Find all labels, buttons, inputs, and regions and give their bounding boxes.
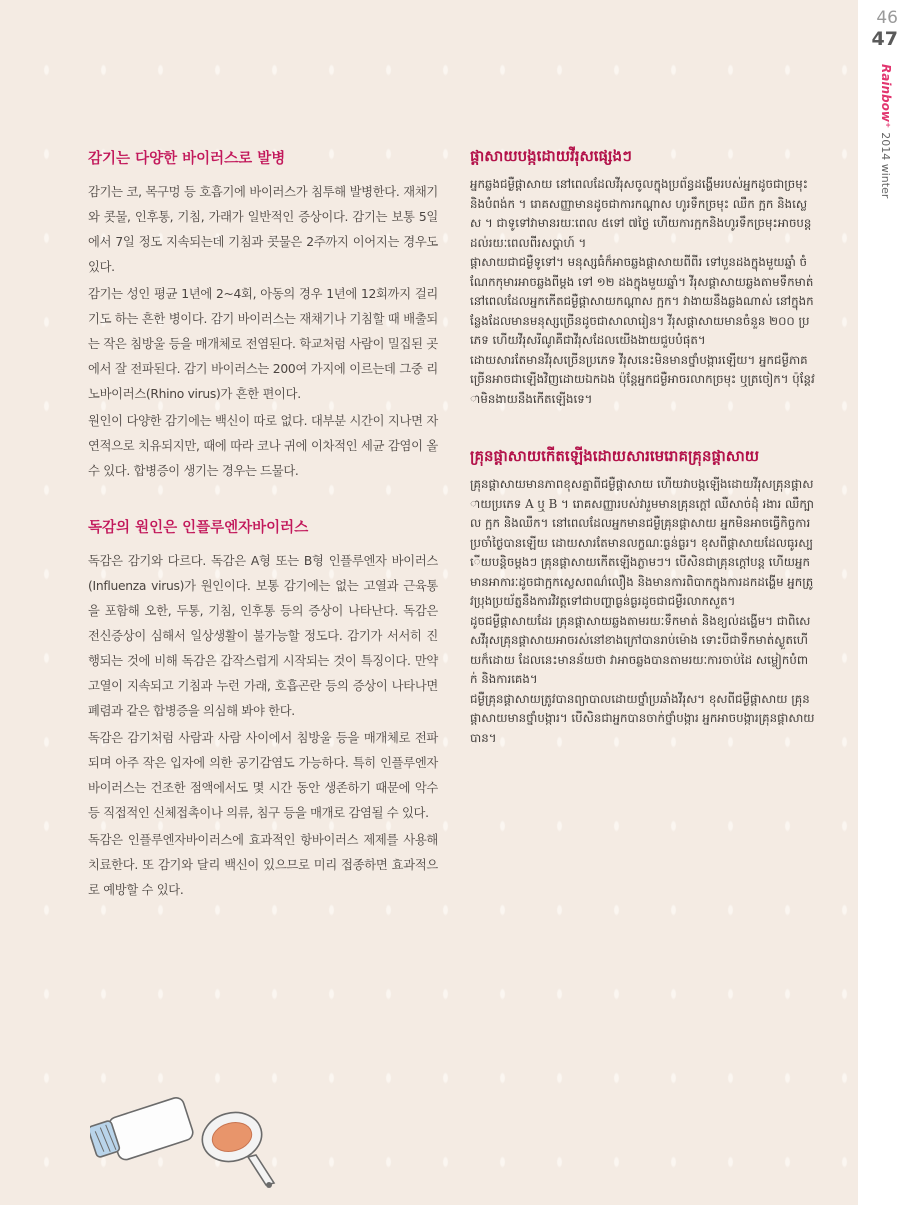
paragraph: ផ្តាសាយជាជម្ងឺទូទៅ។ មនុស្សធំក៏អាចឆ្លងផ្តាសាយពីពីរ ទៅបួនដងក្នុងមួយឆ្នាំ ចំណែកកុមារអាចឆ្លងពីម្តង ទៅ ១២ ដងក្នុងមួយឆ្នាំ។ វីរុសផ្តាសាយឆ្លងតាមទឹកមាត់ នៅពេលដែលអ្នកកើតជម្ងឺផ្តាសាយកណ្តាស ក្អក។ វាងាយនឹងឆ្លងណាស់ នៅក្នុងកន្លែងដែលមានមនុស្សច្រើនដូចជាសាលារៀន។ វីរុសផ្តាសាយមានចំនួន ២០០ ប្រភេទ ហើយវីរុសរីណូគឺជាវីរុសដែលយើងងាយជួបបំផុត។: [470, 255, 814, 347]
paragraph: គ្រុនផ្តាសាយមានភាពខុសគ្នាពីជម្ងឺផ្តាសាយ ហើយវាបង្កឡើងដោយវីរុសគ្រុនផ្តាសាយប្រភេទ A ឬ B ។ រោគសញ្ញារបស់វារួមមានគ្រុនក្តៅ ឈឺសាច់ដុំ រងារ ឈឺក្បាល ក្អក និងឈឺក។ នៅពេលដែលអ្នកមានជម្ងឺគ្រុនផ្តាសាយ អ្នកមិនអាចធ្វើកិច្ចការប្រចាំថ្ងៃបានឡើយ ដោយសារតែមានលក្ខណៈធ្ងន់ធ្ងរ។ ខុសពីផ្តាសាយដែលធូរស្បើយបន្តិចម្តងៗ គ្រុនផ្តាសាយកើតឡើងភ្លាមៗ។ បើសិនជាគ្រុនក្តៅបន្ត ហើយអ្នកមានអាការៈដូចជាក្អកស្លេសពណ៌លឿង និងមានការពិបាកក្នុងការដកដង្ហើម អ្នកត្រូវប្រុងប្រយ័ត្ននឹងការវិវត្តទៅជាបញ្ហាធ្ងន់ធ្ងរដូចជាជម្ងឺរលាកសួត។: [470, 477, 814, 608]
paragraph: ដោយសារតែមានវីរុសច្រើនប្រភេទ វីរុសនេះមិនមានថ្នាំបង្ការឡើយ។ អ្នកជម្ងឺភាគច្រើនអាចជាឡើងវិញដោយឯកឯង ប៉ុន្តែអ្នកជម្ងឺអាចរលាកច្រមុះ ឬត្រចៀក។ ប៉ុន្តែវាមិនងាយនឹងកើតឡើងទេ។: [470, 352, 815, 406]
paragraph: 독감은 인플루엔자바이러스에 효과적인 항바이러스 제제를 사용해 치료한다. 또 감기와 달리 백신이 있으므로 미리 접종하면 효과적으로 예방할 수 있다.: [88, 833, 438, 897]
brand-season: 2014 winter: [879, 132, 892, 199]
paragraph: 감기는 코, 목구멍 등 호흡기에 바이러스가 침투해 발병한다. 재채기와 콧물, 인후통, 기침, 가래가 일반적인 증상이다. 감기는 보통 5일에서 7일 정도 지속되는데 기침과 콧물은 2주까지 이어지는 경우도 있다.: [88, 185, 438, 274]
paragraph: 원인이 다양한 감기에는 백신이 따로 없다. 대부분 시간이 지나면 자연적으로 치유되지만, 때에 따라 코나 귀에 이차적인 세균 감염이 올 수 있다. 합병증이 생기는 경우는 드물다.: [88, 414, 438, 478]
spoon-icon: [197, 1106, 274, 1188]
brand-banner: [871, 64, 901, 199]
korean-column: [88, 147, 438, 903]
section-title-flu: 독감의 원인은 인플루엔자바이러스: [88, 520, 309, 536]
paragraph: 독감은 감기와 다르다. 독감은 A형 또는 B형 인플루엔자 바이러스(Influenza virus)가 원인이다. 보통 감기에는 없는 고열과 근육통을 포함해 오한, 두통, 기침, 인후통 등의 증상이 나타난다. 독감은 전신증상이 심해서 일상생활이 불가능할 정도다. 감기가 서서히 진행되는 것에 비해 독감은 갑작스럽게 시작되는 것이 특징이다. 만약 고열이 지속되고 기침과 누런 가래, 호흡곤란 등의 증상이 나타나면 폐렴과 같은 합병증을 의심해 봐야 한다.: [88, 554, 438, 718]
section-title-cold: 감기는 다양한 바이러스로 발병: [88, 151, 286, 167]
section-title-cold-khmer: ផ្តាសាយបង្កដោយវីរុសផ្សេងៗ: [470, 147, 632, 165]
khmer-column: [470, 147, 815, 748]
paragraph: ដូចជម្ងឺផ្តាសាយដែរ គ្រុនផ្តាសាយឆ្លងតាមរយៈទឹកមាត់ និងខ្យល់ដង្ហើម។ ជាពិសេសវីរុសគ្រុនផ្តាសាយអាចរស់នៅខាងក្រៅបានរាប់ម៉ោង ទោះបីជាទឹកមាត់ស្ងួតហើយក៏ដោយ ដែលនេះមានន័យថា វាអាចឆ្លងបានតាមរយៈការចាប់ដៃ សម្លៀកបំពាក់ និងការគេង។: [470, 613, 811, 686]
paragraph: 독감은 감기처럼 사람과 사람 사이에서 침방울 등을 매개체로 전파되며 아주 작은 입자에 의한 공기감염도 가능하다. 특히 인플루엔자바이러스는 건조한 점액에서도 몇 시간 동안 생존하기 때문에 악수 등 직접적인 신체접촉이나 의류, 침구 등을 매개로 감염될 수 있다.: [88, 731, 438, 820]
paragraph: ជម្ងឺគ្រុនផ្តាសាយត្រូវបានព្យាបាលដោយថ្នាំប្រឆាំងវីរុស។ ខុសពីជម្ងឺផ្តាសាយ គ្រុនផ្តាសាយមានថ្នាំបង្ការ។ បើសិនជាអ្នកបានចាក់ថ្នាំបង្ការ អ្នកអាចបង្ការគ្រុនផ្តាសាយបាន។: [470, 691, 815, 745]
paragraph: អ្នកឆ្លងជម្ងឺផ្តាសាយ នៅពេលដែលវីរុសចូលក្នុងប្រព័ន្ធដង្ហើមរបស់អ្នកដូចជាច្រមុះ និងបំពង់ក ។ រោគសញ្ញាមានដូចជាការកណ្តាស ហូរទឹកច្រមុះ ឈឺក ក្អក និងស្លេស ។ ជាទូទៅវាមានរយៈពេល ៥ទៅ ៧ថ្ងៃ ហើយការក្អកនិងហូរទឹកច្រមុះអាចបន្តដល់រយៈពេលពីរសប្តាហ៍ ។: [470, 177, 812, 250]
paragraph: 감기는 성인 평균 1년에 2~4회, 아동의 경우 1년에 12회까지 걸리기도 하는 흔한 병이다. 감기 바이러스는 재채기나 기침할 때 배출되는 작은 침방울 등을 매개체로 전염된다. 학교처럼 사람이 밀집된 곳에서 잘 전파된다. 감기 바이러스는 200여 가지에 이르는데 그중 리노바이러스(Rhino virus)가 흔한 편이다.: [88, 287, 438, 401]
section-title-flu-khmer: គ្រុនផ្តាសាយកើតឡើងដោយសារមេរោគគ្រុនផ្តាសាយ: [470, 447, 760, 465]
brand-logo: Rainbow⁺: [879, 64, 893, 129]
page-number-left: 46: [876, 8, 898, 28]
page-number-right: 47: [871, 28, 898, 50]
medicine-bottle-icon: [90, 1096, 195, 1162]
medicine-illustration: [90, 1085, 320, 1195]
